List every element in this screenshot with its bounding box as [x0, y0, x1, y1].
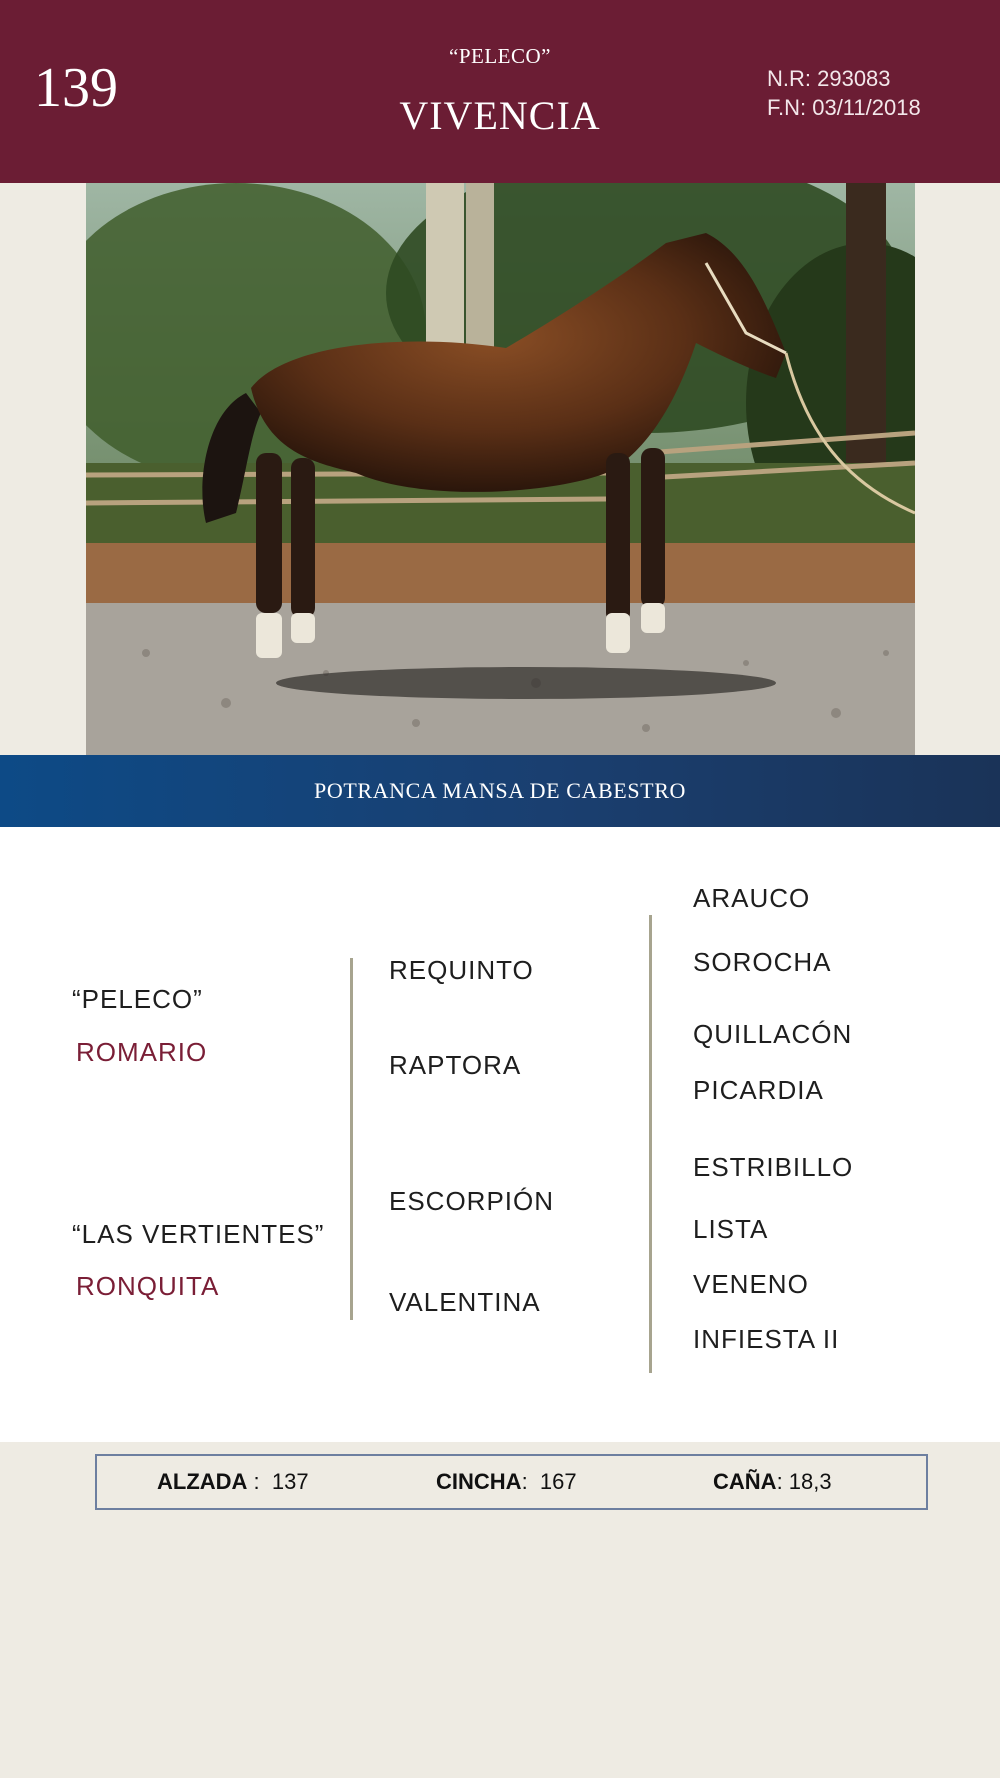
great-grandparent-8: INFIESTA II	[693, 1324, 840, 1354]
cana-label: CAÑA	[713, 1469, 777, 1494]
pedigree-divider-1	[350, 958, 353, 1320]
grandparent-3: ESCORPIÓN	[389, 1186, 555, 1216]
registration-info	[767, 64, 921, 122]
great-grandparent-1: ARAUCO	[693, 883, 811, 913]
registration-number: N.R: 293083	[767, 66, 891, 91]
alzada-label: ALZADA	[157, 1469, 248, 1494]
grandparent-1: REQUINTO	[389, 955, 534, 985]
dam-name: RONQUITA	[76, 1271, 220, 1301]
alzada-value: 137	[271, 1469, 309, 1494]
sire-name: ROMARIO	[76, 1037, 208, 1067]
alzada-separator: :	[247, 1469, 272, 1494]
birth-date: F.N: 03/11/2018	[767, 95, 921, 120]
cincha-value: 167	[539, 1469, 577, 1494]
great-grandparent-7: VENENO	[693, 1269, 809, 1299]
measurements-box	[95, 1454, 928, 1510]
great-grandparent-5: ESTRIBILLO	[693, 1152, 854, 1182]
great-grandparent-6: LISTA	[693, 1214, 769, 1244]
description-banner: POTRANCA MANSA DE CABESTRO	[0, 755, 1000, 827]
pedigree-divider-2	[649, 915, 652, 1373]
pedigree-chart	[0, 827, 1000, 1442]
cincha-label: CINCHA	[436, 1469, 522, 1494]
grandparent-4: VALENTINA	[389, 1287, 541, 1317]
measurement-cincha	[436, 1456, 577, 1508]
horse-name: VIVENCIA	[399, 93, 601, 138]
header	[0, 0, 1000, 183]
dam-prefix: “LAS VERTIENTES”	[72, 1219, 325, 1249]
measurement-cana	[713, 1456, 832, 1508]
great-grandparent-4: PICARDIA	[693, 1075, 824, 1105]
horse-photo	[86, 183, 915, 755]
sire-prefix: “PELECO”	[72, 984, 203, 1014]
grandparent-2: RAPTORA	[389, 1050, 522, 1080]
cincha-separator: :	[521, 1469, 540, 1494]
cana-separator: :	[776, 1469, 789, 1494]
measurement-alzada	[157, 1456, 309, 1508]
breeder-prefix: “PELECO”	[449, 44, 551, 68]
lot-number: 139	[34, 57, 118, 119]
cana-value: 18,3	[788, 1469, 832, 1494]
great-grandparent-3: QUILLACÓN	[693, 1019, 853, 1049]
great-grandparent-2: SOROCHA	[693, 947, 832, 977]
